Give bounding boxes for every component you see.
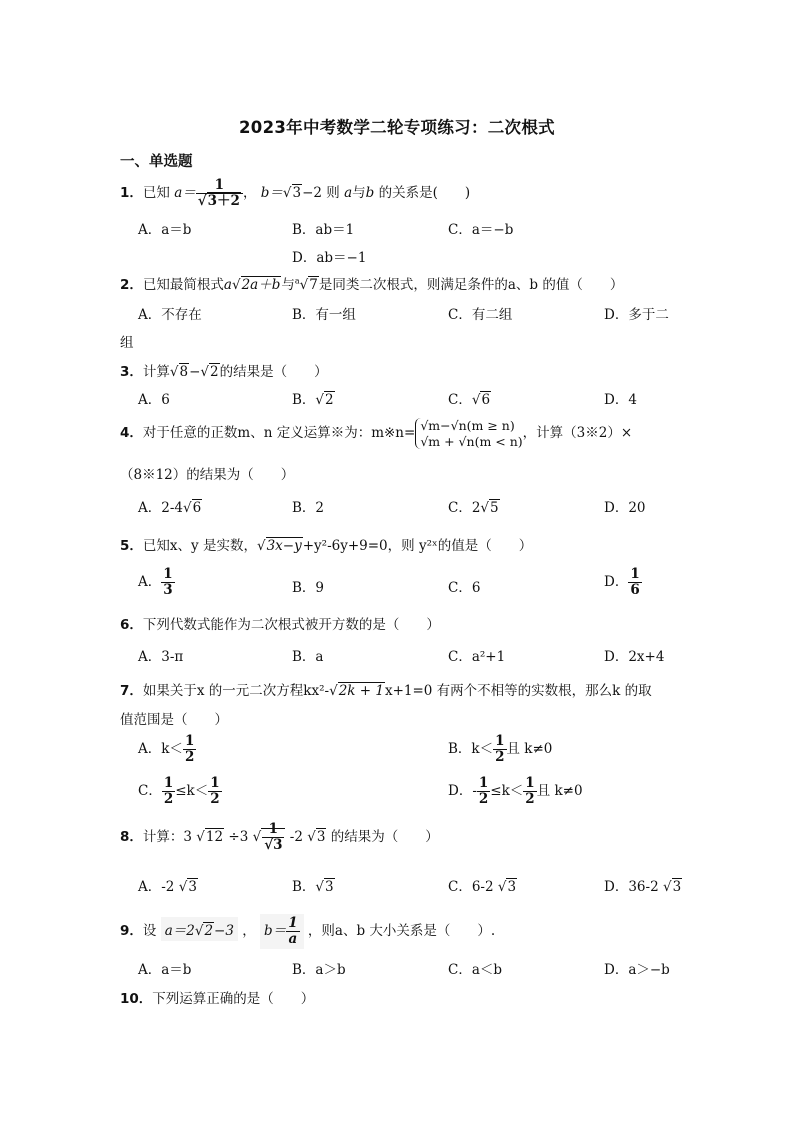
option-d[interactable]: D． $\frac{1}{6}$ — [604, 566, 640, 598]
option-d[interactable]: D．- $\frac{1}{2}$ ≤k＜ $\frac{1}{2}$ 且 k≠0 — [448, 775, 583, 807]
question-1: 1．已知 a＝ $\frac{1}{√3+2}$ ， b＝√3−2 则 a与b 的关系是( ) — [120, 177, 471, 209]
question-9: 9．设 a＝2√2−3 ， b＝ $\frac{1}{a}$ ，则a、b 大小关系是（ ）. — [120, 915, 496, 947]
question-7: 7．如果关于x 的一元二次方程kx²-√2k + 1x+1=0 有两个不相等的实数根，那么k 的取 — [120, 683, 652, 699]
option-b[interactable]: B．a＞b — [292, 962, 346, 978]
question-4: 4．对于任意的正数m、n 定义运算※为：m※n= √m−√n(m ≥ n) √m + √n(m < n) ，计算（3※2）× — [120, 418, 633, 449]
option-d[interactable]: D．a＞−b — [604, 962, 670, 978]
question-4-line2: （8※12）的结果为（ ） — [120, 467, 295, 483]
question-7-line2: 值范围是（ ） — [120, 712, 228, 728]
option-b[interactable]: B．ab＝1 — [292, 222, 355, 238]
option-a[interactable]: A．6 — [138, 392, 170, 408]
option-c[interactable]: C．√6 — [448, 392, 491, 408]
option-c[interactable]: C．a＜b — [448, 962, 503, 978]
option-a[interactable]: A．-2 √3 — [138, 879, 197, 895]
option-c[interactable]: C．a²+1 — [448, 649, 506, 665]
option-d-wrap: 组 — [120, 335, 134, 351]
option-c[interactable]: C．6 — [448, 580, 481, 596]
option-a[interactable]: A．a＝b — [138, 222, 192, 238]
question-6: 6．下列代数式能作为二次根式被开方数的是（ ） — [120, 617, 440, 633]
question-10: 10．下列运算正确的是（ ） — [120, 991, 315, 1007]
option-b[interactable]: B．有一组 — [292, 307, 356, 323]
document-title: 2023年中考数学二轮专项练习：二次根式 — [239, 118, 555, 137]
option-d[interactable]: D．2x+4 — [604, 649, 665, 665]
option-d[interactable]: D．36-2 √3 — [604, 879, 682, 895]
option-c[interactable]: C． $\frac{1}{2}$ ≤k＜ $\frac{1}{2}$ — [138, 775, 220, 807]
option-b[interactable]: B．√3 — [292, 879, 334, 895]
option-b[interactable]: B．9 — [292, 580, 325, 596]
option-a[interactable]: A．不存在 — [138, 307, 202, 323]
question-number: 1． — [120, 184, 143, 201]
option-a[interactable]: A．a＝b — [138, 962, 192, 978]
option-a[interactable]: A．2-4√6 — [138, 500, 202, 516]
question-5: 5．已知x、y 是实数，√3x−y+y²-6y+9=0，则 y²ˣ的值是（ ） — [120, 538, 533, 554]
option-d[interactable]: D．20 — [604, 500, 646, 516]
formula-image-a: a＝2√2−3 — [161, 917, 238, 941]
option-a[interactable]: A．3-π — [138, 649, 184, 665]
piecewise-definition: √m−√n(m ≥ n) √m + √n(m < n) — [415, 418, 522, 449]
option-b[interactable]: B．a — [292, 649, 324, 665]
section-heading: 一、单选题 — [120, 154, 193, 170]
question-2: 2．已知最简根式a√2a＋b与$^a$√7是同类二次根式，则满足条件的a、b 的值（ ） — [120, 276, 624, 293]
formula-image-b: b＝ $\frac{1}{a}$ — [260, 914, 304, 949]
option-b[interactable]: B．k＜ $\frac{1}{2}$ 且 k≠0 — [448, 733, 553, 765]
fraction: $\frac{1}{√3+2}$ — [196, 178, 243, 209]
question-8: 8．计算：3 √12 ÷3 √ $\frac{1}{√3}$ -2 √3 的结果为（ ） — [120, 821, 439, 853]
option-c[interactable]: C．a＝−b — [448, 222, 514, 238]
option-d[interactable]: D．ab＝−1 — [292, 250, 367, 266]
option-c[interactable]: C．有二组 — [448, 307, 513, 323]
option-a[interactable]: A．k＜ $\frac{1}{2}$ — [138, 733, 195, 765]
option-c[interactable]: C．6-2 √3 — [448, 879, 517, 895]
option-a[interactable]: A． $\frac{1}{3}$ — [138, 566, 173, 598]
option-d[interactable]: D．4 — [604, 392, 637, 408]
option-b[interactable]: B．2 — [292, 500, 325, 516]
option-c[interactable]: C．2√5 — [448, 500, 499, 516]
option-d[interactable]: D．多于二 — [604, 307, 669, 323]
option-b[interactable]: B．√2 — [292, 392, 334, 408]
question-3: 3．计算√8−√2的结果是（ ） — [120, 364, 328, 380]
